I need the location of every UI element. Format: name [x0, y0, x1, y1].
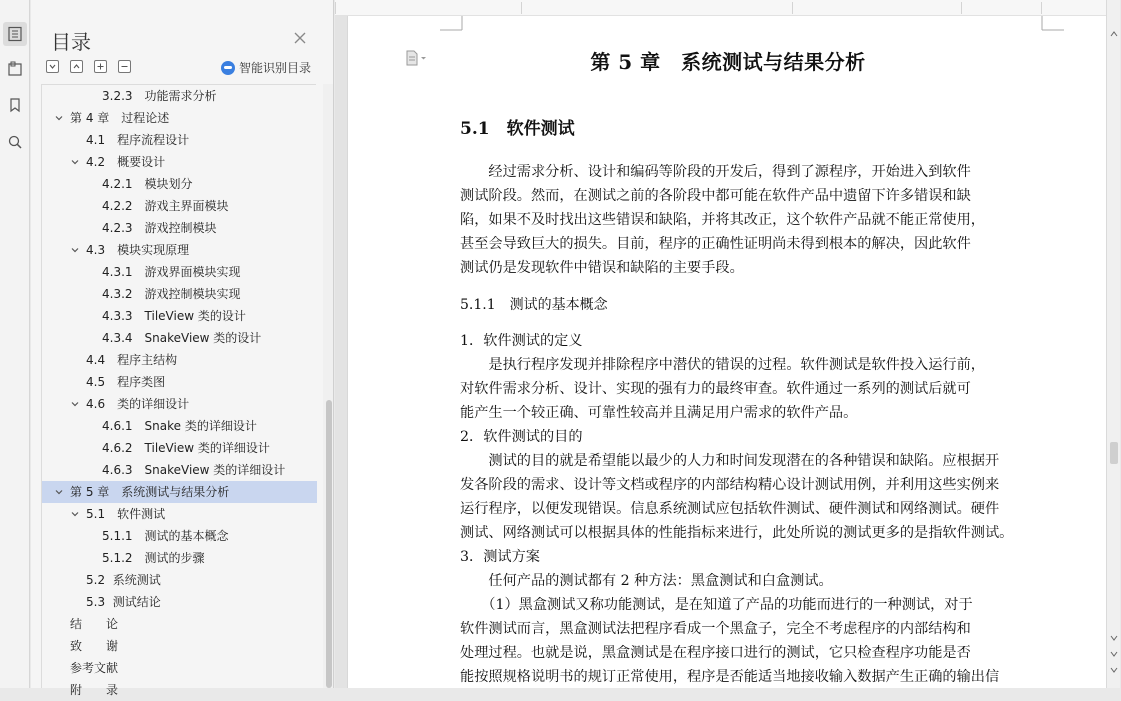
- subsection-title: 5.1.1 测试的基本概念: [460, 297, 608, 313]
- chapter-title: 第 5 章 系统测试与结果分析: [590, 50, 866, 74]
- bookmark-icon[interactable]: [3, 93, 27, 117]
- chevron-down-icon[interactable]: [70, 239, 80, 261]
- body-text-line: 甚至会导致巨大的损失。目前，程序的正确性证明尚未得到根本的解决，因此软件: [460, 236, 971, 252]
- body-text-line: 2．软件测试的目的: [460, 429, 583, 445]
- toc-item-label: 4.3.4 SnakeView 类的设计: [102, 331, 262, 345]
- toc-list: [41, 84, 316, 697]
- toc-item-label: 4.3.3 TileView 类的设计: [102, 309, 246, 323]
- toc-item[interactable]: [42, 151, 317, 173]
- toc-item-label: 4.6.1 Snake 类的详细设计: [102, 419, 257, 433]
- toc-item-label: 第 5 章 系统测试与结果分析: [70, 485, 230, 499]
- document-scrollbar[interactable]: [1106, 0, 1120, 688]
- toc-item[interactable]: [42, 459, 317, 481]
- toc-item[interactable]: [42, 195, 317, 217]
- body-text-line: 运行程序，以便发现错误。信息系统测试应包括软件测试、硬件测试和网络测试。硬件: [460, 501, 1000, 517]
- body-text-line: 能产生一个较正确、可靠性较高并且满足用户需求的软件产品。: [460, 405, 858, 421]
- close-icon[interactable]: [293, 30, 307, 44]
- toc-item-label: 4.2.1 模块划分: [102, 177, 193, 191]
- document-page[interactable]: [347, 0, 1107, 688]
- toc-item-label: 5.2 系统测试: [86, 573, 161, 587]
- body-text-line: 任何产品的测试都有 2 种方法：黑盒测试和白盒测试。: [460, 573, 833, 589]
- toc-item[interactable]: [42, 591, 317, 613]
- body-text-line: 能按照规格说明书的规订正常使用，程序是否能适当地接收输入数据产生正确的输出信: [460, 669, 1000, 685]
- chevron-down-icon[interactable]: [70, 503, 80, 525]
- toc-item-label: 4.3 模块实现原理: [86, 243, 190, 257]
- remove-heading-icon[interactable]: [118, 60, 131, 73]
- body-text-line: 对软件需求分析、设计、实现的强有力的最终审查。软件通过一系列的测试后就可: [460, 381, 971, 397]
- toc-item[interactable]: [42, 371, 317, 393]
- chevron-down-icon[interactable]: [70, 151, 80, 173]
- toc-item[interactable]: [42, 657, 317, 679]
- toc-item-label: 结 论: [70, 617, 119, 631]
- toc-item-label: 5.3 测试结论: [86, 595, 161, 609]
- toc-item-label: 5.1.2 测试的步骤: [102, 551, 205, 565]
- toc-item[interactable]: [42, 217, 317, 239]
- toc-item-label: 3.2.3 功能需求分析: [102, 89, 217, 103]
- body-text-line: 是执行程序发现并排除程序中潜伏的错误的过程。软件测试是软件投入运行前，: [460, 357, 985, 373]
- outline-panel: [31, 0, 334, 697]
- toc-item[interactable]: [42, 393, 317, 415]
- toc-item[interactable]: [42, 547, 317, 569]
- chevron-down-icon[interactable]: [54, 107, 64, 129]
- body-text-line: 3．测试方案: [460, 549, 540, 565]
- body-text-line: 处理过程。也就是说，黑盒测试是在程序接口进行的测试，它只检查程序功能是否: [460, 645, 971, 661]
- smart-recognize-toc-button[interactable]: [221, 59, 311, 76]
- toc-item[interactable]: [42, 239, 317, 261]
- toc-item[interactable]: [42, 613, 317, 635]
- toc-item[interactable]: [42, 327, 317, 349]
- toc-scrollbar-thumb[interactable]: [326, 400, 332, 688]
- toc-item[interactable]: [42, 173, 317, 195]
- toc-item-label: 5.1.1 测试的基本概念: [102, 529, 229, 543]
- add-heading-icon[interactable]: [94, 60, 107, 73]
- toc-item[interactable]: [42, 305, 317, 327]
- toc-item[interactable]: [42, 679, 317, 701]
- collapse-all-icon[interactable]: [46, 60, 59, 73]
- toc-item[interactable]: [42, 283, 317, 305]
- toc-item[interactable]: [42, 129, 317, 151]
- body-text-line: 测试的目的就是希望能以最少的人力和时间发现潜在的各种错误和缺陷。应根据开: [460, 453, 1000, 469]
- body-text-line: （1）黑盒测试又称功能测试，是在知道了产品的功能而进行的一种测试，对于: [460, 597, 973, 613]
- toc-item-label: 参考文献: [70, 661, 119, 675]
- toc-item-label: 4.2 概要设计: [86, 155, 166, 169]
- toc-item[interactable]: [42, 415, 317, 437]
- body-text-line: 测试阶段。然而，在测试之前的各阶段中都可能在软件产品中遗留下许多错误和缺: [460, 188, 971, 204]
- body-text-line: 测试仍是发现软件中错误和缺陷的主要手段。: [460, 260, 744, 276]
- expand-all-icon[interactable]: [70, 60, 83, 73]
- body-text-line: 软件测试而言，黑盒测试法把程序看成一个黑盒子，完全不考虑程序的内部结构和: [460, 621, 971, 637]
- toc-item-label: 4.1 程序流程设计: [86, 133, 190, 147]
- toc-item-label: 4.6.2 TileView 类的详细设计: [102, 441, 270, 455]
- body-text-line: 陷，如果不及时找出这些错误和缺陷，并将其改正，这个软件产品就不能正常使用，: [460, 212, 985, 228]
- toc-item[interactable]: [42, 437, 317, 459]
- section-title: 5.1 软件测试: [460, 119, 575, 139]
- toc-item-label: 4.6.3 SnakeView 类的详细设计: [102, 463, 286, 477]
- bookmark-outline-icon[interactable]: [3, 57, 27, 81]
- toc-item-label: 4.5 程序类图: [86, 375, 166, 389]
- toc-item-label: 5.1 软件测试: [86, 507, 166, 521]
- body-text-line: 经过需求分析、设计和编码等阶段的开发后，得到了源程序，开始进入到软件: [460, 164, 971, 180]
- document-area: [335, 0, 1120, 688]
- smart-toc-label: 智能识别目录: [239, 61, 312, 75]
- toc-item-label: 4.6 类的详细设计: [86, 397, 190, 411]
- toc-item[interactable]: [42, 635, 317, 657]
- smart-toc-icon: [221, 61, 235, 75]
- toc-item[interactable]: [42, 569, 317, 591]
- toc-item-label: 4.3.1 游戏界面模块实现: [102, 265, 241, 279]
- toc-item-label: 致 谢: [70, 639, 119, 653]
- toc-item-label: 4.2.2 游戏主界面模块: [102, 199, 229, 213]
- toc-item[interactable]: [42, 85, 317, 107]
- ruler-strip: [335, 0, 1120, 16]
- toc-item-label: 4.4 程序主结构: [86, 353, 178, 367]
- toc-item-label: 第 4 章 过程论述: [70, 111, 170, 125]
- body-text-line: 1．软件测试的定义: [460, 333, 583, 349]
- toc-item[interactable]: [42, 481, 317, 503]
- chevron-down-icon[interactable]: [54, 481, 64, 503]
- toc-item-label: 4.3.2 游戏控制模块实现: [102, 287, 241, 301]
- panel-title: 目录: [51, 30, 91, 54]
- body-text-line: 测试、网络测试可以根据具体的性能指标来进行，此处所说的测试更多的是指软件测试。: [460, 525, 1014, 541]
- outline-panel-icon[interactable]: [3, 22, 27, 46]
- left-tool-rail: [0, 0, 30, 688]
- toc-item[interactable]: [42, 503, 317, 525]
- toc-item[interactable]: [42, 107, 317, 129]
- toc-item[interactable]: [42, 349, 317, 371]
- toc-item[interactable]: [42, 261, 317, 283]
- body-text-line: 发各阶段的需求、设计等文档或程序的内部结构精心设计测试用例，并利用这些实例来: [460, 477, 1000, 493]
- search-icon[interactable]: [3, 130, 27, 154]
- chevron-down-icon[interactable]: [70, 393, 80, 415]
- toc-item-label: 4.2.3 游戏控制模块: [102, 221, 217, 235]
- toc-item[interactable]: [42, 525, 317, 547]
- toc-item-label: 附 录: [70, 683, 119, 697]
